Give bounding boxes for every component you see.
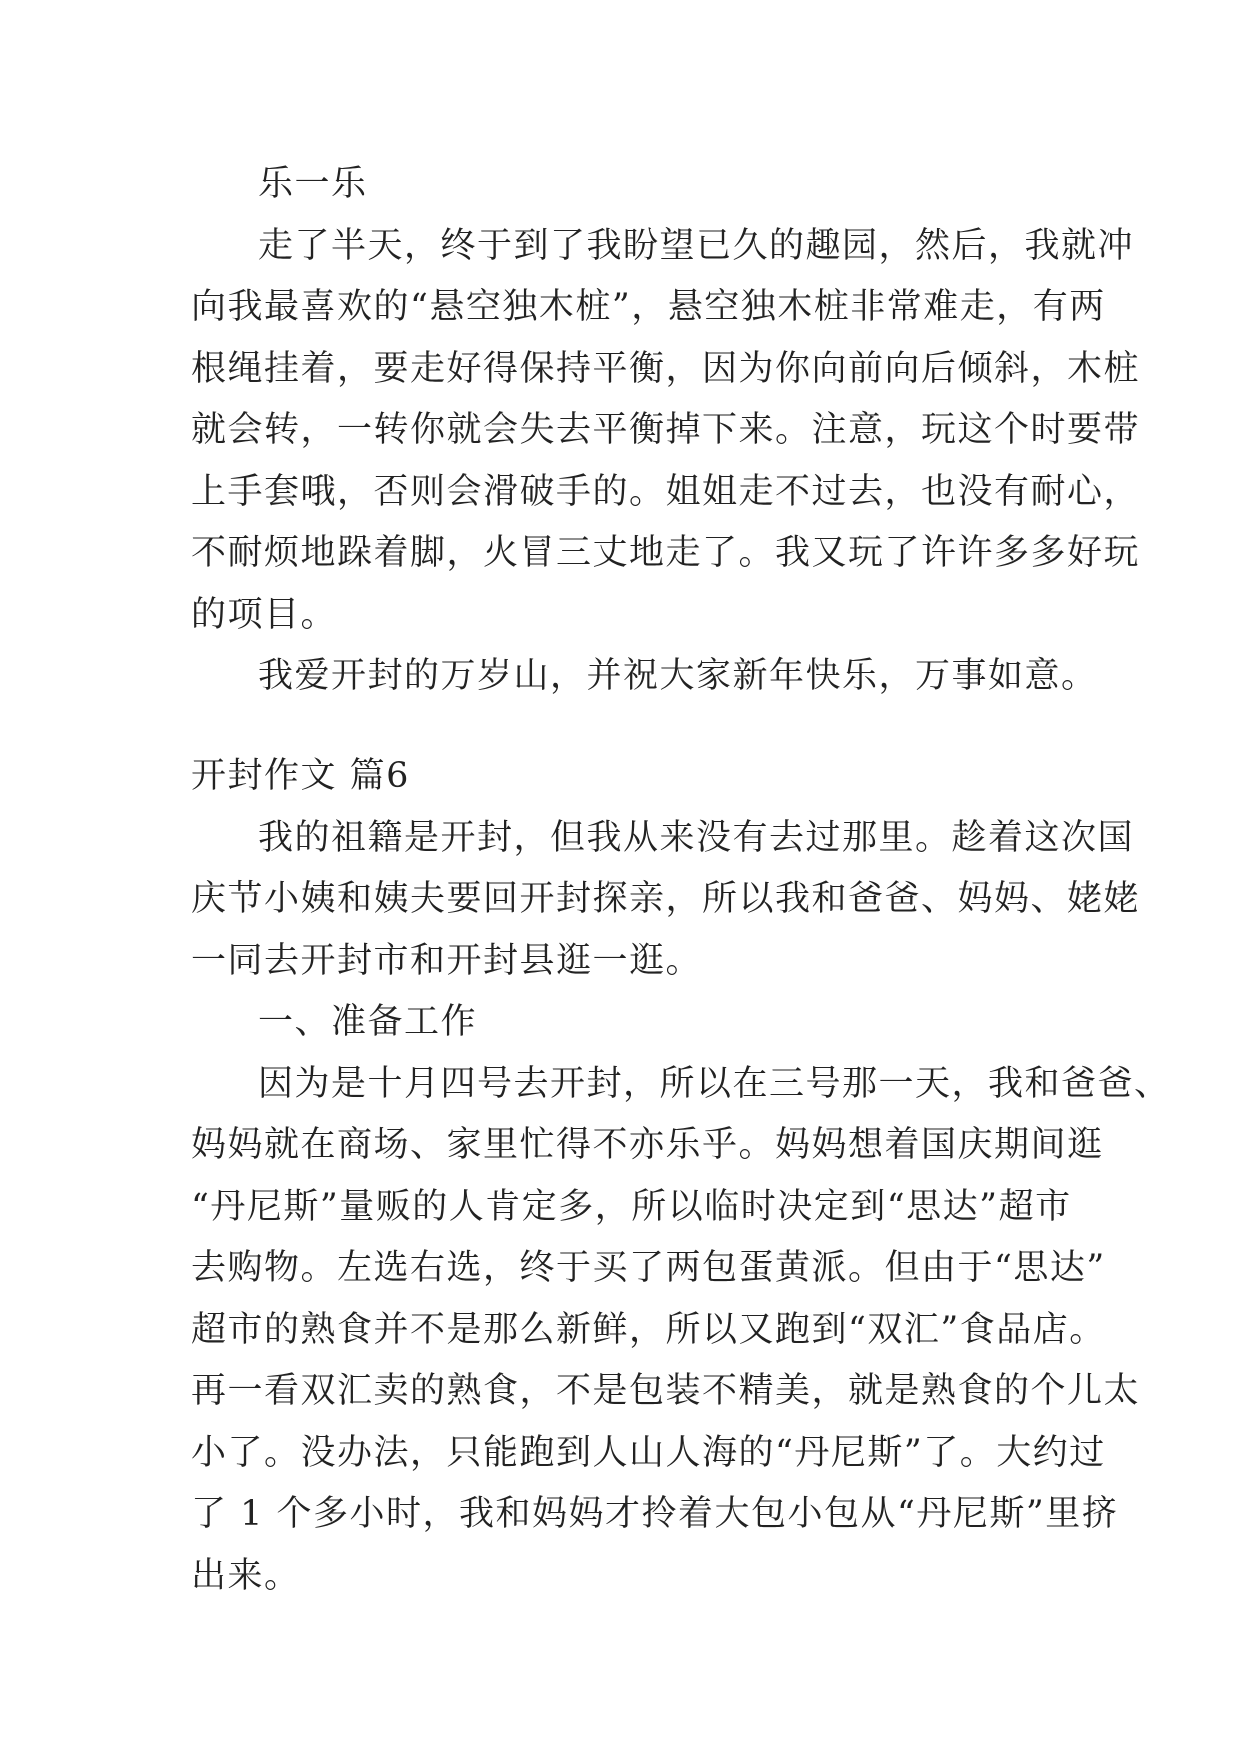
paragraph-line: 的项目。 — [191, 595, 338, 635]
paragraph-line: 庆节小姨和姨夫要回开封探亲，所以我和爸爸、妈妈、姥姥 — [191, 879, 1141, 919]
paragraph-line: 小了。没办法，只能跑到人山人海的“丹尼斯”了。大约过 — [191, 1433, 1106, 1473]
section-heading-leyile: 乐一乐 — [258, 164, 368, 204]
paragraph-line: 超市的熟食并不是那么新鲜，所以又跑到“双汇”食品店。 — [191, 1310, 1106, 1350]
section-heading-preparation: 一、准备工作 — [258, 1002, 478, 1042]
paragraph-line: 上手套哦，否则会滑破手的。姐姐走不过去，也没有耐心， — [191, 472, 1141, 512]
paragraph-line: 一同去开封市和开封县逛一逛。 — [191, 941, 703, 981]
paragraph-line: 就会转，一转你就会失去平衡掉下来。注意，玩这个时要带 — [191, 410, 1141, 450]
paragraph-line: “丹尼斯”量贩的人肯定多，所以临时决定到“思达”超市 — [191, 1187, 1072, 1227]
paragraph-line: 走了半天，终于到了我盼望已久的趣园，然后，我就冲 — [258, 226, 1135, 266]
paragraph-line: 了 1 个多小时，我和妈妈才拎着大包小包从“丹尼斯”里挤 — [191, 1494, 1119, 1534]
paragraph-line: 向我最喜欢的“悬空独木桩”，悬空独木桩非常难走，有两 — [191, 287, 1106, 327]
paragraph-line: 出来。 — [191, 1556, 301, 1596]
paragraph-line: 我的祖籍是开封，但我从来没有去过那里。趁着这次国 — [258, 818, 1135, 858]
paragraph-line: 不耐烦地跺着脚，火冒三丈地走了。我又玩了许许多多好玩 — [191, 533, 1141, 573]
paragraph-line: 再一看双汇卖的熟食，不是包装不精美，就是熟食的个儿太 — [191, 1371, 1141, 1411]
paragraph-line: 根绳挂着，要走好得保持平衡，因为你向前向后倾斜，木桩 — [191, 349, 1141, 389]
paragraph-line: 妈妈就在商场、家里忙得不亦乐乎。妈妈想着国庆期间逛 — [191, 1125, 1104, 1165]
paragraph-line: 因为是十月四号去开封，所以在三号那一天，我和爸爸、 — [258, 1064, 1171, 1104]
paragraph-line: 我爱开封的万岁山，并祝大家新年快乐，万事如意。 — [258, 656, 1098, 696]
article-title: 开封作文 篇6 — [191, 756, 410, 796]
paragraph-line: 去购物。左选右选，终于买了两包蛋黄派。但由于“思达” — [191, 1248, 1106, 1288]
